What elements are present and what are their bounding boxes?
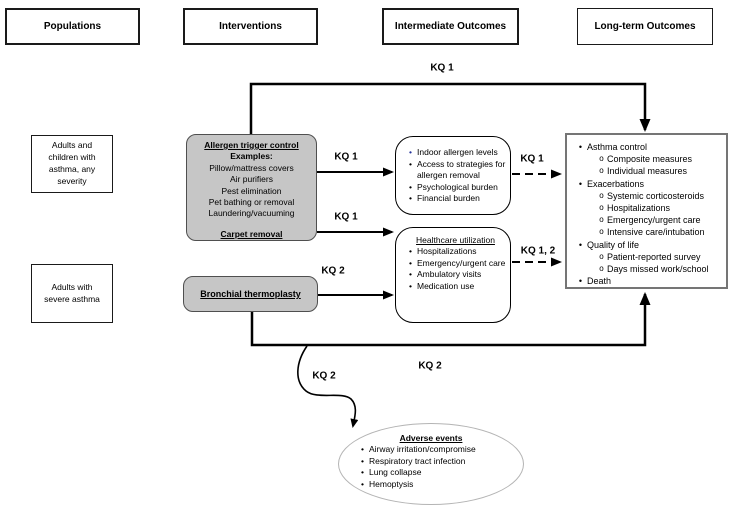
list-item-label: Composite measures <box>607 154 693 165</box>
bullet-icon: o <box>599 190 604 200</box>
list-item <box>574 226 724 238</box>
bullet-icon: o <box>599 215 604 225</box>
header-interventions <box>183 8 318 45</box>
header-longterm-outcomes <box>577 8 713 45</box>
arrow-squiggle-to-adverse <box>298 346 356 426</box>
list-item-label: Medication use <box>417 280 475 291</box>
list-item-label: Emergency/urgent care <box>607 215 701 226</box>
list-item <box>574 190 724 202</box>
list-item <box>574 239 724 251</box>
population-adults-severe-box <box>31 264 113 323</box>
list-item-label: Systemic corticosteroids <box>607 190 705 201</box>
bullet-icon: o <box>599 227 604 237</box>
bullet-icon: • <box>361 467 364 477</box>
list-item <box>356 444 523 456</box>
header-intermediate-outcomes-label: Intermediate Outcomes <box>394 21 507 32</box>
bullet-icon: • <box>578 178 583 189</box>
list-item-label: Psychological burden <box>417 181 498 192</box>
header-interventions-label: Interventions <box>219 21 282 32</box>
bullet-icon: • <box>361 478 364 489</box>
bullet-icon: o <box>599 264 604 274</box>
list-item <box>404 258 507 270</box>
list-item <box>356 479 523 491</box>
kq-label-top: KQ 1 <box>430 62 454 74</box>
list-item-label: Lung collapse <box>369 467 422 477</box>
arrow-top-kq1 <box>251 84 645 136</box>
adverse-events-ellipse <box>338 423 524 505</box>
allergen-title: Allergen trigger control <box>204 140 299 150</box>
list-item-label: Intensive care/intubation <box>607 227 705 238</box>
bullet-icon: • <box>409 147 412 157</box>
list-item-label: Indoor allergen levels <box>417 147 498 157</box>
healthcare-utilization-box <box>395 227 511 323</box>
list-item: Pet bathing or removal <box>208 197 295 208</box>
bullet-icon: o <box>599 203 604 213</box>
kq-label-adverse: KQ 2 <box>312 370 336 382</box>
healthcare-utilization-list <box>404 246 507 292</box>
longterm-outcomes-list <box>574 141 724 287</box>
bullet-icon: • <box>409 257 412 268</box>
list-item-label: Death <box>587 276 612 287</box>
population-adults-severe-label: Adults with severe asthma <box>44 281 100 304</box>
list-item <box>404 281 507 293</box>
list-item: Pest elimination <box>221 185 282 196</box>
list-item <box>356 467 523 479</box>
list-item-label: Quality of life <box>587 239 640 250</box>
list-item-label: Airway irritation/compromise <box>369 444 476 454</box>
list-item-label: Patient-reported survey <box>607 251 701 262</box>
list-item: Pillow/mattress covers <box>209 162 294 173</box>
bullet-icon: • <box>409 246 412 256</box>
list-item <box>574 141 724 153</box>
allergen-trigger-control-box <box>186 134 317 241</box>
kq-label-allergen-to-healthcare: KQ 1 <box>334 211 358 223</box>
list-item <box>404 246 507 258</box>
allergen-footer-carpet-removal: Carpet removal <box>220 228 283 239</box>
list-item-label: Individual measures <box>607 166 688 177</box>
kq-label-allergen-to-indoor: KQ 1 <box>334 151 358 163</box>
kq-label-bronchial-to-healthcare: KQ 2 <box>321 265 345 277</box>
list-item-label: Exacerbations <box>587 178 645 189</box>
list-item-label: Emergency/urgent care <box>417 257 506 268</box>
kq-label-indoor-to-longterm: KQ 1 <box>520 153 544 165</box>
bronchial-thermoplasty-box <box>183 276 318 312</box>
bullet-icon: o <box>599 166 604 176</box>
bronchial-thermoplasty-label: Bronchial thermoplasty <box>200 289 301 299</box>
list-item <box>404 269 507 281</box>
allergen-outcomes-list <box>404 147 507 205</box>
list-item <box>574 251 724 263</box>
list-item <box>574 165 724 177</box>
header-longterm-outcomes-label: Long-term Outcomes <box>594 21 696 32</box>
bullet-icon: • <box>578 276 583 287</box>
bullet-icon: • <box>361 444 364 454</box>
bullet-icon: • <box>578 142 583 152</box>
kq-label-bottom: KQ 2 <box>418 360 442 372</box>
list-item <box>574 275 724 287</box>
list-item-label: Ambulatory visits <box>417 269 482 279</box>
population-adults-children-label: Adults and children with asthma, any severity <box>48 140 96 186</box>
bullet-icon: o <box>599 154 604 164</box>
list-item <box>404 159 507 182</box>
bullet-icon: • <box>409 280 412 291</box>
header-populations <box>5 8 140 45</box>
adverse-events-list <box>356 444 523 490</box>
list-item <box>356 456 523 468</box>
population-adults-children-box <box>31 135 113 193</box>
kq-label-healthcare-to-longterm: KQ 1, 2 <box>520 245 556 257</box>
bullet-icon: • <box>409 181 412 192</box>
bullet-icon: • <box>409 158 412 169</box>
list-item-label: Respiratory tract infection <box>369 455 466 466</box>
list-item: Laundering/vacuuming <box>208 208 295 219</box>
allergen-examples-list <box>187 163 316 220</box>
list-item <box>574 263 724 275</box>
list-item-label: Hospitalizations <box>417 246 477 256</box>
list-item <box>404 182 507 194</box>
list-item <box>404 193 507 205</box>
list-item-label: Access to strategies for allergen removal <box>417 158 506 180</box>
bullet-icon: • <box>361 455 364 466</box>
list-item-label: Asthma control <box>587 142 648 152</box>
longterm-outcomes-box <box>565 133 728 289</box>
list-item: Air purifiers <box>230 174 273 185</box>
list-item <box>404 147 507 159</box>
header-populations-label: Populations <box>43 21 102 32</box>
list-item-label: Days missed work/school <box>607 264 709 275</box>
list-item-label: Hemoptysis <box>369 478 414 489</box>
adverse-events-title: Adverse events <box>399 433 463 443</box>
allergen-examples-label: Examples: <box>230 151 273 162</box>
list-item <box>574 153 724 165</box>
bullet-icon: • <box>409 269 412 279</box>
bullet-icon: • <box>578 239 583 250</box>
healthcare-utilization-title: Healthcare utilization <box>416 235 495 245</box>
list-item-label: Hospitalizations <box>607 203 671 214</box>
list-item <box>574 202 724 214</box>
bullet-icon: o <box>599 251 604 261</box>
bullet-icon: • <box>409 193 412 203</box>
header-intermediate-outcomes <box>382 8 519 45</box>
list-item-label: Financial burden <box>417 193 480 203</box>
allergen-outcomes-box <box>395 136 511 215</box>
list-item <box>574 178 724 190</box>
list-item <box>574 214 724 226</box>
